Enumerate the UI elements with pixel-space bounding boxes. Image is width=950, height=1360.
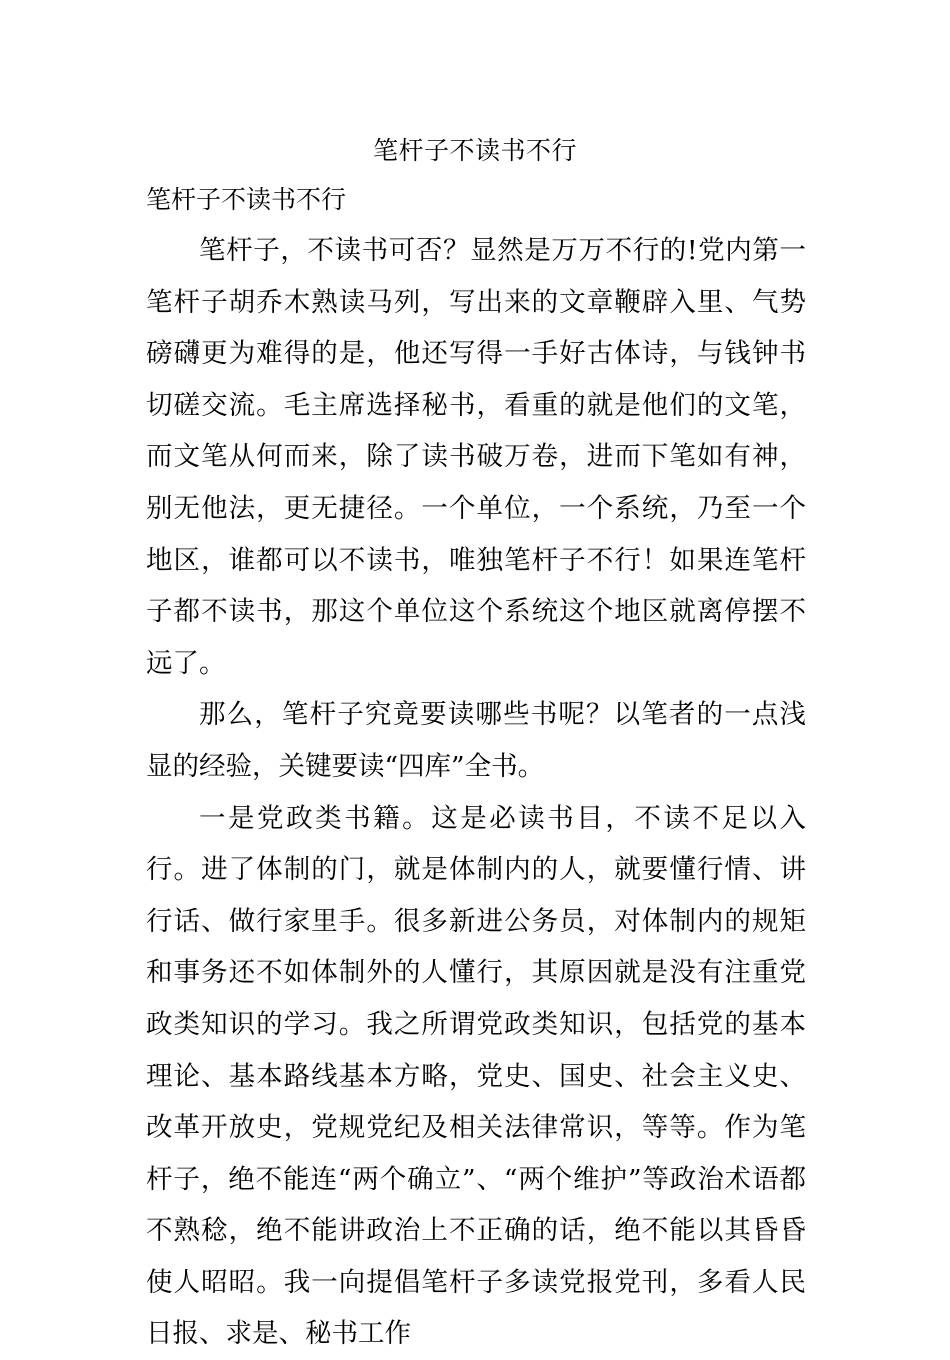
document-subtitle: 笔杆子不读书不行	[146, 185, 347, 214]
paragraph: 一是党政类书籍。这是必读书目，不读不足以入行。进了体制的门，就是体制内的人，就要懂行情、讲行话、做行家里手。很多新进公务员，对体制内的规矩和事务还不如体制外的人懂行，其原因就是没有注重党政类知识的学习。我之所谓党政类知识，包括党的基本理论、基本路线基本方略，党史、国史、社会主义史、改革开放史，党规党纪及相关法律常识，等等。作为笔杆子，绝不能连“两个确立”、“两个维护”等政治术语都不熟稔，绝不能讲政治上不正确的话，绝不能以其昏昏使人昭昭。我一向提倡笔杆子多读党报党刊，多看人民日报、求是、秘书工作	[146, 802, 806, 1350]
paragraph: 那么，笔杆子究竟要读哪些书呢？以笔者的一点浅显的经验，关键要读“四库”全书。	[146, 699, 806, 782]
document-title: 笔杆子不读书不行	[372, 136, 577, 165]
paragraph: 笔杆子，不读书可否？显然是万万不行的!党内第一笔杆子胡乔木熟读马列，写出来的文章鞭辟入里、气势磅礴更为难得的是，他还写得一手好古体诗，与钱钟书切磋交流。毛主席选择秘书，看重的就是他们的文笔，而文笔从何而来，除了读书破万卷，进而下笔如有神，别无他法，更无捷径。一个单位，一个系统，乃至一个地区，谁都可以不读书，唯独笔杆子不行！如果连笔杆子都不读书，那这个单位这个系统这个地区就离停摆不远了。	[146, 235, 806, 679]
document-body	[146, 225, 806, 1360]
